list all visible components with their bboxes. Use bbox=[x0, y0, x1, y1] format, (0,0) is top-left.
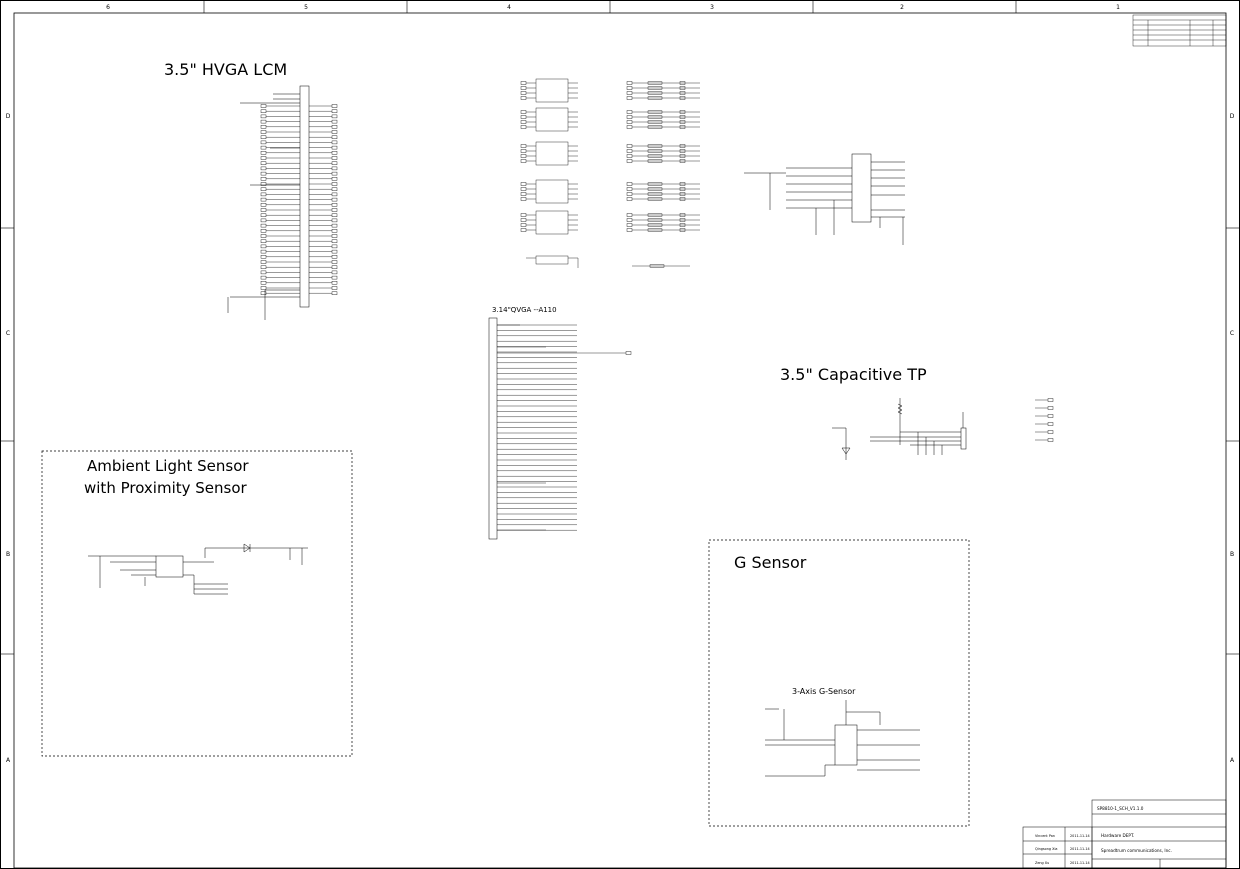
component-body bbox=[1048, 439, 1053, 442]
component-body bbox=[261, 229, 266, 232]
component-body bbox=[627, 116, 632, 119]
component-body bbox=[521, 111, 526, 114]
col-label: 6 bbox=[106, 4, 110, 11]
component-body bbox=[261, 131, 266, 134]
component-body bbox=[332, 214, 337, 217]
component-body bbox=[521, 82, 526, 85]
component-body bbox=[627, 160, 632, 163]
component-body bbox=[332, 271, 337, 274]
side-zone-ticks bbox=[0, 228, 1240, 654]
component-body bbox=[332, 240, 337, 243]
row-label: B bbox=[5, 551, 11, 558]
component-body bbox=[332, 224, 337, 227]
component-body bbox=[536, 180, 568, 203]
gsensor-circuit bbox=[765, 700, 920, 776]
component-body bbox=[261, 214, 266, 217]
gsensor-section-subtitle: 3-Axis G-Sensor bbox=[792, 687, 856, 696]
lcm-section-title: 3.5" HVGA LCM bbox=[164, 60, 288, 79]
component-body bbox=[332, 131, 337, 134]
component-body bbox=[261, 110, 266, 113]
filter-arrays bbox=[521, 79, 700, 268]
component-body bbox=[1048, 399, 1053, 402]
component-body bbox=[627, 224, 632, 227]
component-body bbox=[261, 115, 266, 118]
component-body bbox=[332, 136, 337, 139]
signer-name: Zeng Xu bbox=[1035, 861, 1050, 865]
als-section-title-line2: with Proximity Sensor bbox=[84, 479, 247, 497]
component-body bbox=[536, 79, 568, 102]
component-body bbox=[521, 116, 526, 119]
component-body bbox=[261, 141, 266, 144]
component-body bbox=[627, 121, 632, 124]
component-body bbox=[261, 167, 266, 170]
row-label: D bbox=[1229, 113, 1235, 120]
row-label: C bbox=[5, 330, 11, 337]
component-body bbox=[332, 188, 337, 191]
component-body bbox=[627, 82, 632, 85]
component-body bbox=[521, 224, 526, 227]
component-body bbox=[521, 214, 526, 217]
component-body bbox=[521, 121, 526, 124]
component-body bbox=[332, 105, 337, 108]
component-body bbox=[261, 162, 266, 165]
component-body bbox=[332, 125, 337, 128]
component-body bbox=[261, 193, 266, 196]
component-body bbox=[536, 211, 568, 234]
component-body bbox=[261, 136, 266, 139]
component-body bbox=[626, 352, 631, 355]
component-body bbox=[332, 141, 337, 144]
component-body bbox=[627, 111, 632, 114]
component-body bbox=[521, 155, 526, 158]
component-body bbox=[1048, 423, 1053, 426]
col-label: 3 bbox=[710, 4, 714, 11]
dept-label: Hardware DEPT. bbox=[1101, 833, 1135, 838]
component-body bbox=[332, 177, 337, 180]
component-body bbox=[627, 188, 632, 191]
inner-frame bbox=[14, 13, 1226, 868]
component-body bbox=[261, 240, 266, 243]
component-body bbox=[627, 150, 632, 153]
component-body bbox=[332, 219, 337, 222]
component-body bbox=[521, 183, 526, 186]
component-body bbox=[261, 177, 266, 180]
component-body bbox=[1048, 415, 1053, 418]
component-body bbox=[332, 276, 337, 279]
component-body bbox=[627, 198, 632, 201]
component-body bbox=[332, 255, 337, 258]
component-body bbox=[332, 120, 337, 123]
component-body bbox=[332, 261, 337, 264]
component-body bbox=[261, 276, 266, 279]
component-body bbox=[261, 188, 266, 191]
component-body bbox=[261, 203, 266, 206]
component-body bbox=[521, 160, 526, 163]
component-body bbox=[1048, 407, 1053, 410]
signer-date: 2011-11-14 bbox=[1070, 834, 1090, 838]
component-body bbox=[627, 183, 632, 186]
gsensor-dashed-box bbox=[709, 540, 969, 826]
component-body bbox=[261, 151, 266, 154]
tp-fpc-connector bbox=[744, 154, 905, 245]
outer-frame bbox=[1, 1, 1240, 869]
component-body bbox=[261, 172, 266, 175]
component-body bbox=[261, 146, 266, 149]
col-label: 5 bbox=[304, 4, 308, 11]
qvga-section-title: 3.14"QVGA --A110 bbox=[492, 306, 557, 314]
component-body bbox=[332, 115, 337, 118]
component-body bbox=[536, 142, 568, 165]
component-body bbox=[521, 126, 526, 129]
component-body bbox=[521, 229, 526, 232]
signer-name: Vincent Pan bbox=[1035, 834, 1055, 838]
signer-name: Qingsong Xia bbox=[1035, 847, 1058, 851]
qvga-connector bbox=[489, 318, 497, 539]
component-body bbox=[332, 266, 337, 269]
qvga-pin-lines bbox=[497, 325, 631, 530]
tp-test-points bbox=[1035, 399, 1053, 442]
component-body bbox=[332, 183, 337, 186]
component-body bbox=[521, 87, 526, 90]
col-label: 1 bbox=[1116, 4, 1120, 11]
row-label: A bbox=[5, 757, 11, 764]
component-body bbox=[261, 266, 266, 269]
top-zone-ticks bbox=[204, 0, 1016, 13]
hvga-lcm-connector bbox=[228, 86, 309, 320]
als-circuit bbox=[88, 544, 308, 594]
component-body bbox=[332, 235, 337, 238]
component-body bbox=[332, 151, 337, 154]
component-body bbox=[332, 198, 337, 201]
component-body bbox=[332, 229, 337, 232]
component-body bbox=[261, 287, 266, 290]
component-body bbox=[627, 219, 632, 222]
row-label: B bbox=[1229, 551, 1235, 558]
component-body bbox=[332, 162, 337, 165]
component-body bbox=[521, 145, 526, 148]
component-body bbox=[261, 209, 266, 212]
component-body bbox=[332, 146, 337, 149]
component-body bbox=[536, 108, 568, 131]
component-body bbox=[521, 193, 526, 196]
component-body bbox=[627, 97, 632, 100]
component-body bbox=[332, 157, 337, 160]
revision-table bbox=[1133, 15, 1226, 46]
component-body bbox=[332, 292, 337, 295]
component-body bbox=[627, 126, 632, 129]
component-body bbox=[627, 193, 632, 196]
component-body bbox=[332, 287, 337, 290]
col-label: 2 bbox=[900, 4, 904, 11]
component-body bbox=[261, 271, 266, 274]
signer-date: 2011-11-14 bbox=[1070, 861, 1090, 865]
component-body bbox=[332, 110, 337, 113]
component-body bbox=[627, 155, 632, 158]
column-labels bbox=[106, 4, 1120, 11]
component-body bbox=[261, 281, 266, 284]
row-label: D bbox=[5, 113, 11, 120]
component-body bbox=[521, 97, 526, 100]
lcm-pin-lines bbox=[261, 105, 337, 295]
component-body bbox=[521, 188, 526, 191]
component-body bbox=[627, 214, 632, 217]
component-body bbox=[261, 219, 266, 222]
component-body bbox=[261, 105, 266, 108]
component-body bbox=[332, 245, 337, 248]
component-body bbox=[332, 193, 337, 196]
component-body bbox=[521, 150, 526, 153]
component-body bbox=[261, 224, 266, 227]
component-body bbox=[627, 87, 632, 90]
component-body bbox=[536, 256, 568, 264]
component-body bbox=[261, 255, 266, 258]
component-body bbox=[261, 261, 266, 264]
row-label: A bbox=[1229, 757, 1235, 764]
component-body bbox=[627, 145, 632, 148]
component-body bbox=[332, 172, 337, 175]
tp-section-title: 3.5" Capacitive TP bbox=[780, 365, 927, 384]
component-body bbox=[332, 203, 337, 206]
component-body bbox=[521, 92, 526, 95]
component-body bbox=[261, 120, 266, 123]
component-body bbox=[627, 92, 632, 95]
component-body bbox=[261, 198, 266, 201]
component-body bbox=[332, 167, 337, 170]
component-body bbox=[261, 125, 266, 128]
component-body bbox=[521, 198, 526, 201]
component-body bbox=[1048, 431, 1053, 434]
component-body bbox=[261, 250, 266, 253]
drawing-title: SP8810-1_SCH_V1.1.0 bbox=[1097, 806, 1144, 811]
gsensor-section-title: G Sensor bbox=[734, 553, 807, 572]
signer-date: 2011-11-14 bbox=[1070, 847, 1090, 851]
component-body bbox=[261, 245, 266, 248]
component-body bbox=[261, 157, 266, 160]
component-body bbox=[521, 219, 526, 222]
company-label: Spreadtrum communications, Inc. bbox=[1101, 848, 1172, 853]
row-label: C bbox=[1229, 330, 1235, 337]
component-body bbox=[332, 250, 337, 253]
component-body bbox=[627, 229, 632, 232]
cap-tp-circuit bbox=[832, 398, 966, 460]
als-section-title-line1: Ambient Light Sensor bbox=[87, 457, 249, 475]
col-label: 4 bbox=[507, 4, 511, 11]
component-body bbox=[261, 235, 266, 238]
component-body bbox=[332, 281, 337, 284]
component-body bbox=[332, 209, 337, 212]
